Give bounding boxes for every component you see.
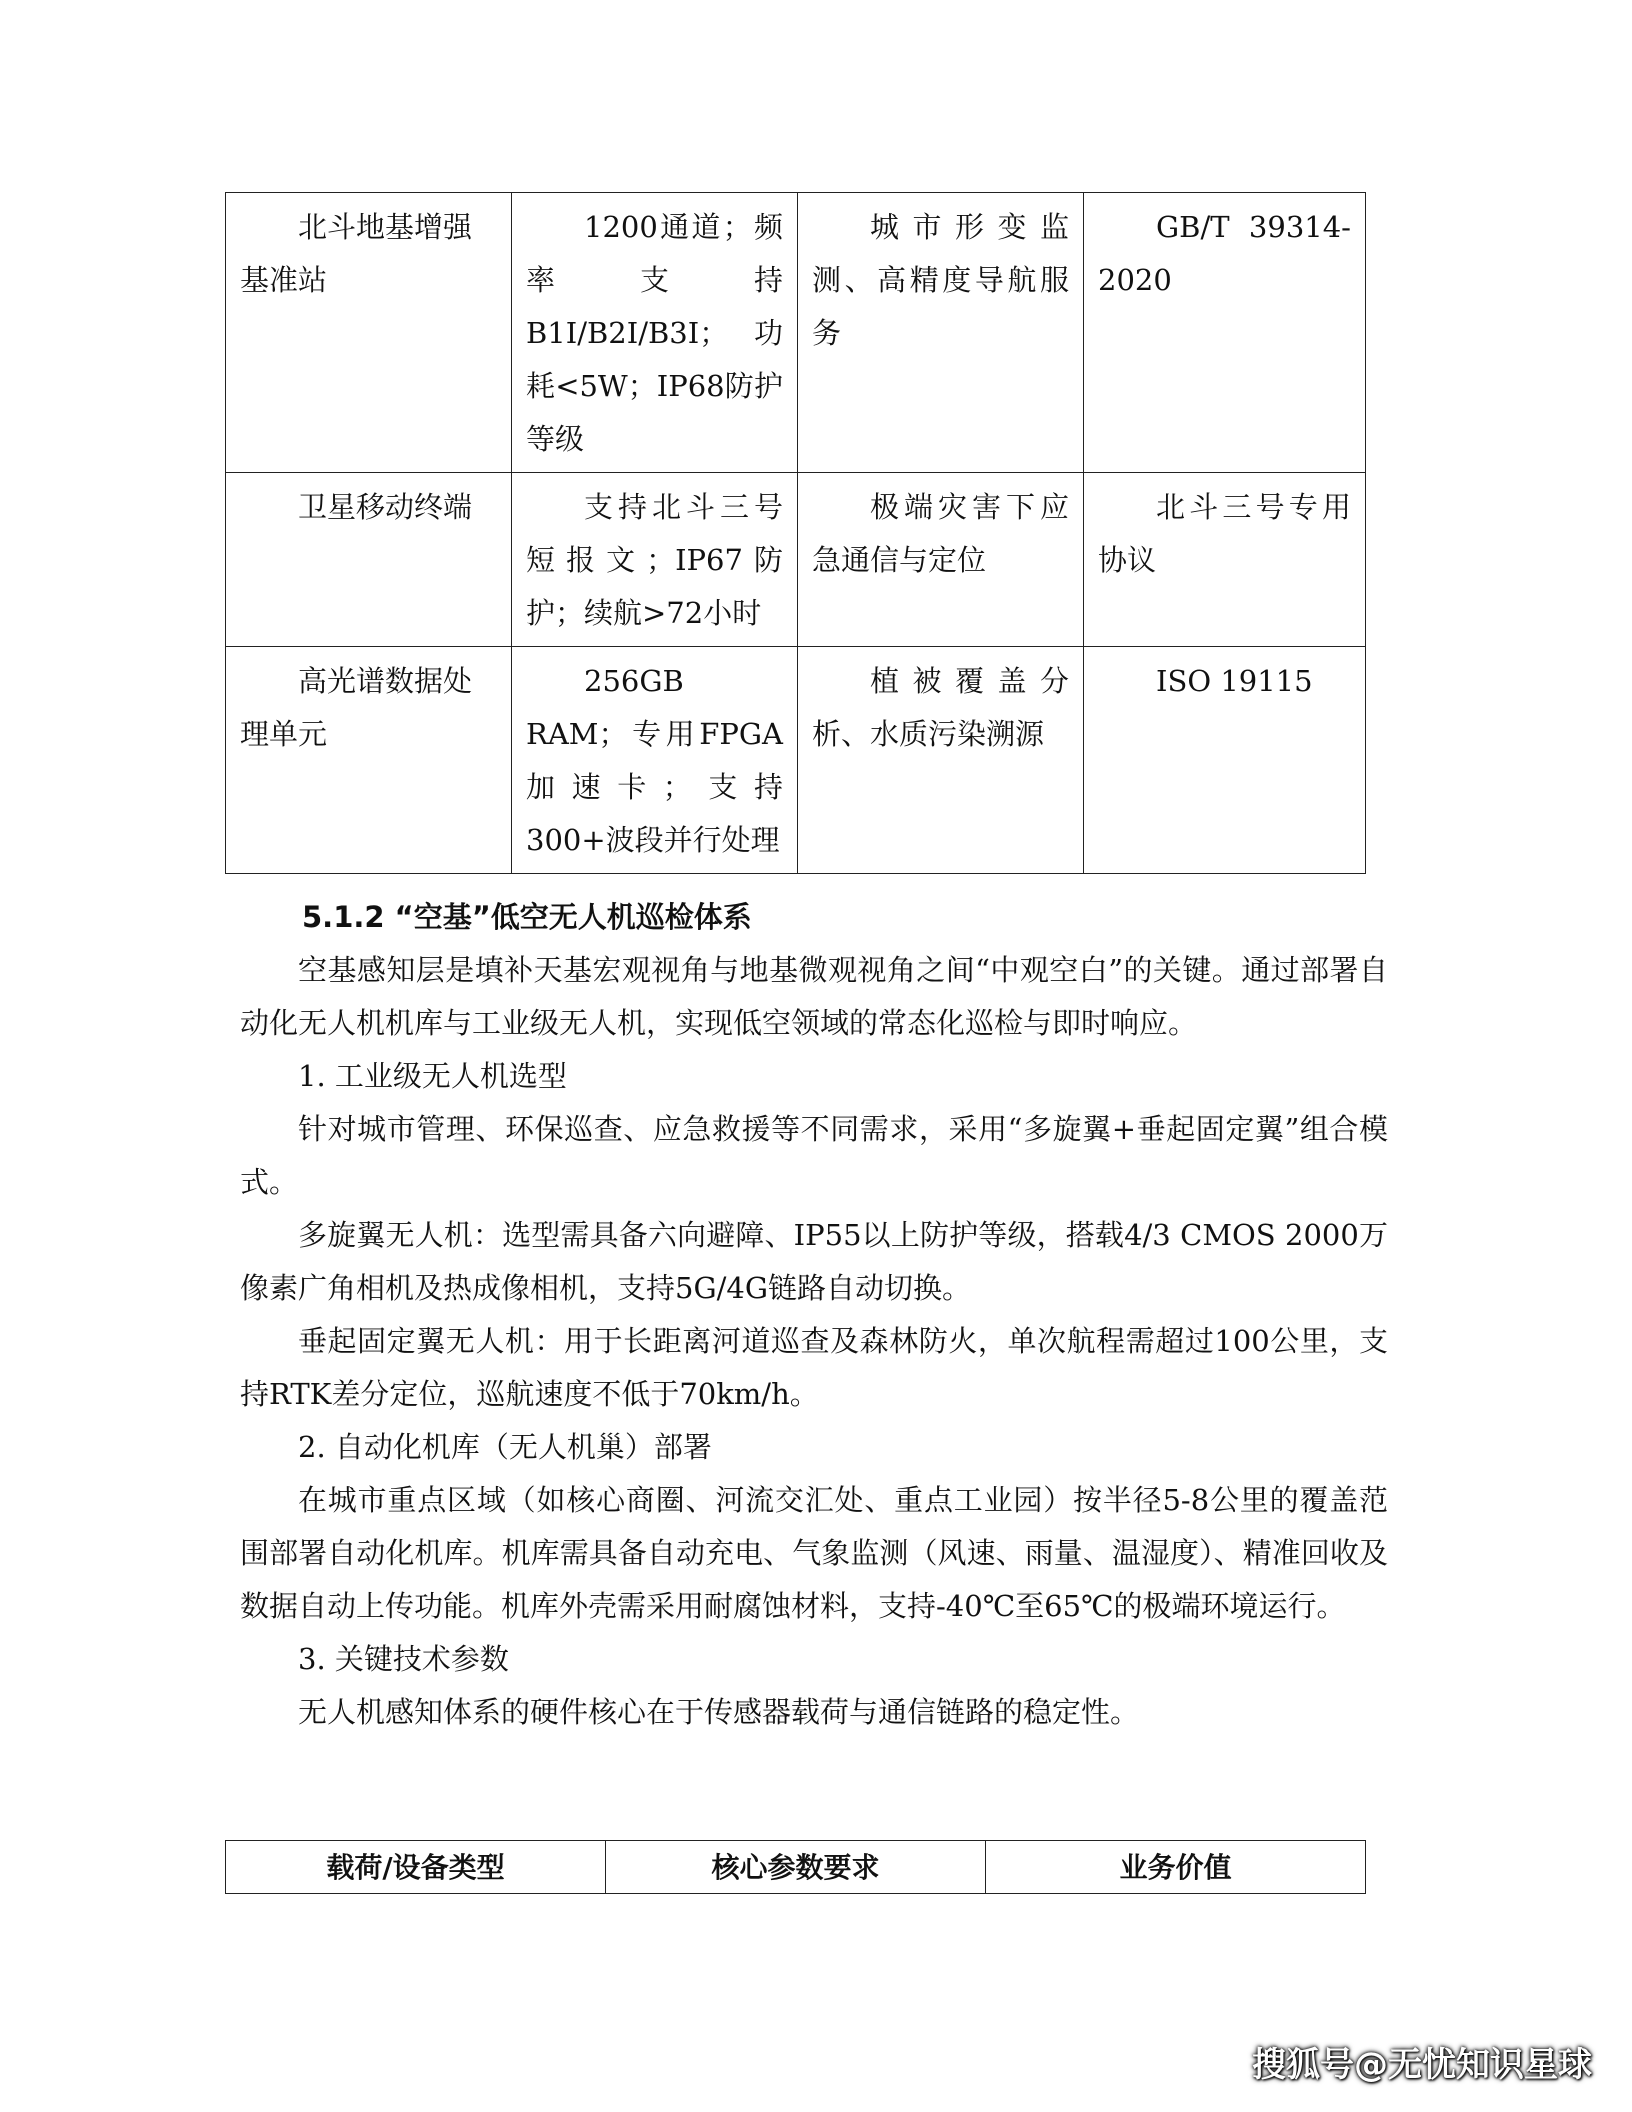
paragraph: 多旋翼无人机：选型需具备六向避障、IP55以上防护等级，搭载4/3 CMOS 2000万像素广角相机及热成像相机，支持5G/4G链路自动切换。 [240,1218,1388,1305]
paragraph: 无人机感知体系的硬件核心在于传感器载荷与通信链路的稳定性。 [298,1695,1140,1729]
section-heading: 5.1.2 “空基”低空无人机巡检体系 [302,900,752,934]
subheading: 2. 自动化机库（无人机巢）部署 [298,1430,712,1464]
standard-cell: ISO 19115 [1084,647,1366,874]
paragraph: 针对城市管理、环保巡查、应急救援等不同需求，采用“多旋翼+垂起固定翼”组合模式。 [240,1112,1388,1199]
subheading: 1. 工业级无人机选型 [298,1059,567,1093]
params-cell: 支持北斗三号短报文；IP67防护；续航>72小时 [512,473,798,647]
subheading: 3. 关键技术参数 [298,1642,509,1676]
standard-cell: GB/T 39314-2020 [1084,193,1366,473]
device-cell: 北斗地基增强基准站 [226,193,512,473]
table-row [226,193,1366,473]
use-cell: 城市形变监测、高精度导航服务 [798,193,1084,473]
device-cell: 卫星移动终端 [226,473,512,647]
standard-cell: 北斗三号专用协议 [1084,473,1366,647]
params-cell: 1200通道；频率支持B1I/B2I/B3I；功耗<5W；IP68防护等级 [512,193,798,473]
header-cell: 业务价值 [986,1841,1366,1894]
table-row [226,473,1366,647]
section-body [240,944,1388,1739]
use-cell: 极端灾害下应急通信与定位 [798,473,1084,647]
paragraph: 在城市重点区域（如核心商圈、河流交汇处、重点工业园）按半径5-8公里的覆盖范围部署自动化机库。机库需具备自动充电、气象监测（风速、雨量、温湿度）、精准回收及数据自动上传功能。机库外壳需采用耐腐蚀材料，支持-40℃至65℃的极端环境运行。 [240,1483,1388,1623]
table-header-row [226,1841,1366,1894]
payload-table [225,1840,1366,1894]
header-cell: 核心参数要求 [606,1841,986,1894]
device-cell: 高光谱数据处理单元 [226,647,512,874]
watermark: 搜狐号@无忧知识星球 [1252,2045,1592,2085]
paragraph: 垂起固定翼无人机：用于长距离河道巡查及森林防火，单次航程需超过100公里，支持RTK差分定位，巡航速度不低于70km/h。 [240,1324,1388,1411]
header-cell: 载荷/设备类型 [226,1841,606,1894]
params-cell: 256GB RAM；专用FPGA加速卡；支持300+波段并行处理 [512,647,798,874]
paragraph: 空基感知层是填补天基宏观视角与地基微观视角之间“中观空白”的关键。通过部署自动化无人机机库与工业级无人机，实现低空领域的常态化巡检与即时响应。 [240,953,1388,1040]
use-cell: 植被覆盖分析、水质污染溯源 [798,647,1084,874]
spec-table [225,192,1366,874]
table-row [226,647,1366,874]
